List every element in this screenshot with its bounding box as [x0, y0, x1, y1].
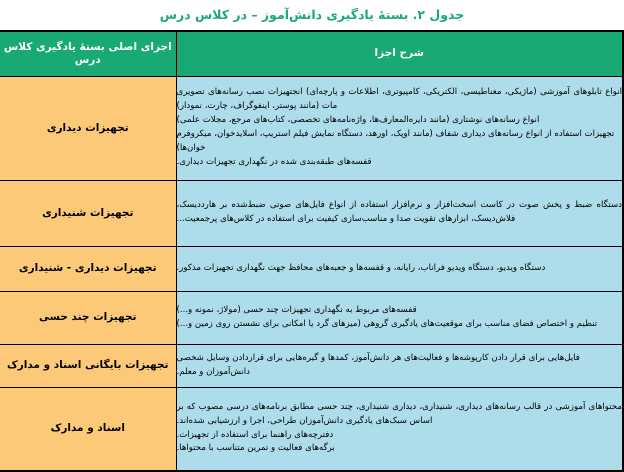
- description-line: قفسه‌های طبقه‌بندی شده در نگهداری تجهیزات دیداری.: [176, 156, 372, 167]
- page-title: جدول ۲. بستۀ یادگیری دانش‌آموز – در کلاس درس: [159, 7, 465, 22]
- column-header-component: اجزای اصلی بستۀ یادگیری کلاس درس: [0, 31, 176, 77]
- cell-component: تجهیزات چند حسی: [0, 291, 176, 344]
- cell-description: [176, 246, 623, 291]
- table-row: [0, 291, 623, 344]
- learning-package-table: [0, 30, 624, 472]
- description-line: فایل‌هایی برای قرار دادن کارپوشه‌ها و فعالیت‌های هر دانش‌آموز، کمدها و گیره‌هایی برای قراردادن وسایل شخصی دانش‌آموزان و معلم.: [176, 352, 580, 377]
- table-row: [0, 76, 623, 180]
- cell-description: [176, 387, 623, 471]
- cell-description: [176, 291, 623, 344]
- description-line: برگه‌های فعالیت و تمرین متناسب با محتواها.: [176, 443, 335, 454]
- description-line: تجهیزات استفاده از انواع رسانه‌های دیداری شفاف (مانند اوپک، اورهد، دستگاه نمایش فیلم استریپ، اسلایدخوان، میکروفرم خوان‌ها): [176, 129, 615, 153]
- cell-description: [176, 344, 623, 387]
- table-body: [0, 76, 623, 471]
- cell-description: [176, 76, 623, 180]
- description-line: محتواهای آموزشی در قالب رسانه‌های دیداری، شنیداری، دیداری شنیداری، چند حسی مطابق برنامه‌های درسی مصوب که بر اساس سبک‌های یادگیری دانش‌آموزان طراحی، اجرا و ارزشیابی شده‌اند.: [176, 401, 622, 426]
- column-header-description: شرح اجزا: [176, 31, 623, 77]
- table-header-row: [0, 31, 623, 77]
- table-row: [0, 387, 623, 471]
- table-row: [0, 344, 623, 387]
- description-line: انواع رسانه‌های نوشتاری (مانند دایره‌المعارف‌ها، واژه‌نامه‌های تخصصی، کتاب‌های مرجع، مجلات علمی): [176, 115, 540, 126]
- table-row: [0, 246, 623, 291]
- cell-component: تجهیزات دیداری: [0, 76, 176, 180]
- cell-component: اسناد و مدارک: [0, 387, 176, 471]
- description-line: دفترچه‌های راهنما برای استفاده از تجهیزات.: [176, 429, 334, 440]
- description-line: دستگاه ضبط و پخش صوت در کاست اسخت‌افزار و نرم‌افزار استفاده از انواع فایل‌های صوتی ضبط‌شده بر هارددیسک، فلاش‌دیسک، ابزارهای تقویت صدا و مناسب‌سازی کیفیت برای استفاده در کلاس‌های پرجمعیت...: [176, 200, 622, 224]
- description-line: انواع تابلوهای آموزشی (ماژیکی، مغناطیسی، الکتریکی، کامپیوتری، اطلاعات و پارچه‌ای) انجتهیزات نصب رسانه‌های تصویری مات (مانند پوستر، اینفوگراف، چارت، نمودار): [176, 87, 622, 112]
- table-row: [0, 180, 623, 246]
- cell-component: تجهیزات شنیداری: [0, 180, 176, 246]
- description-line: دستگاه ویدیو، دستگاه ویدیو فراناب، رایانه، و قفسه‌ها و جعبه‌های محافظ جهت نگهداری تجهیزات مذکور.: [176, 262, 546, 273]
- description-line: قفسه‌های مربوط به نگهداری تجهیزات چند حسی (مولاژ، نمونه و...): [176, 304, 417, 315]
- cell-description: [176, 180, 623, 246]
- table-header: [0, 31, 623, 77]
- description-line: تنظیم و اختصاص فضای مناسب برای موقعیت‌های یادگیری گروهی (میزهای گرد یا امکانی برای نشستن روی زمین و...): [176, 318, 598, 329]
- cell-component: تجهیزات دیداری - شنیداری: [0, 246, 176, 291]
- cell-component: تجهیزات بایگانی اسناد و مدارک: [0, 344, 176, 387]
